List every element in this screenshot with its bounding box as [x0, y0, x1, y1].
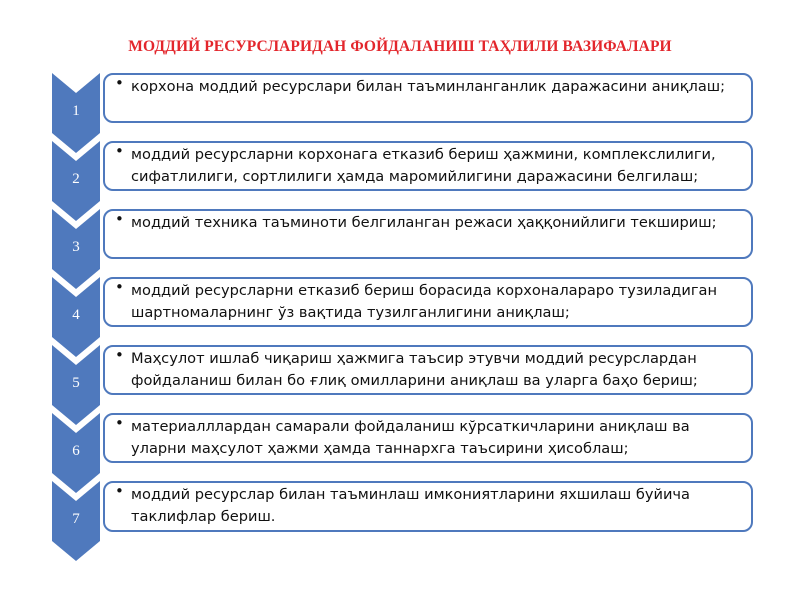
step-text-6: • материалллардан самарали фойдаланиш кўрсаткичларини аниқлаш ва уларни маҳсулот ҳажми ҳамда таннархга таъсирини ҳисоблаш;	[113, 416, 743, 460]
step-box-1	[103, 73, 753, 123]
step-box-4	[103, 277, 753, 327]
step-number-4: 4	[72, 307, 80, 323]
step-text-5: • Маҳсулот ишлаб чиқариш ҳажмига таъсир этувчи моддий ресурслардан фойдаланиш билан бо ғлиқ омилларини аниқлаш ва уларга баҳо бериш;	[113, 348, 743, 392]
step-number-2: 2	[72, 171, 80, 187]
page-title: МОДДИЙ РЕСУРСЛАРИДАН ФОЙДАЛАНИШ ТАҲЛИЛИ ВАЗИФАЛАРИ	[128, 38, 672, 55]
step-box-7	[103, 481, 753, 532]
step-number-5: 5	[72, 375, 80, 391]
step-number-3: 3	[72, 239, 80, 255]
step-text-1: • корхона моддий ресурслари билан таъминланганлик даражасини аниқлаш;	[113, 76, 743, 98]
step-box-6	[103, 413, 753, 463]
step-text-3: • моддий техника таъминоти белгиланган режаси ҳаққонийлиги текшириш;	[113, 212, 743, 234]
step-text-4: • моддий ресурсларни етказиб бериш борасида корхоналараро тузиладиган шартномаларнинг ўз вақтида тузилганлигини аниқлаш;	[113, 280, 743, 324]
step-text-7: • моддий ресурслар билан таъминлаш имкониятларини яхшилаш буйича таклифлар бериш.	[113, 484, 743, 528]
step-box-2	[103, 141, 753, 191]
step-box-5	[103, 345, 753, 395]
step-text-2: • моддий ресурсларни корхонага етказиб бериш ҳажмини, комплекслилиги, сифатлилиги, сортлилиги ҳамда маромийлигини даражасини белгилаш;	[113, 144, 743, 188]
step-box-3	[103, 209, 753, 259]
step-number-6: 6	[72, 443, 80, 459]
step-number-7: 7	[72, 511, 80, 527]
step-number-1: 1	[72, 103, 80, 119]
